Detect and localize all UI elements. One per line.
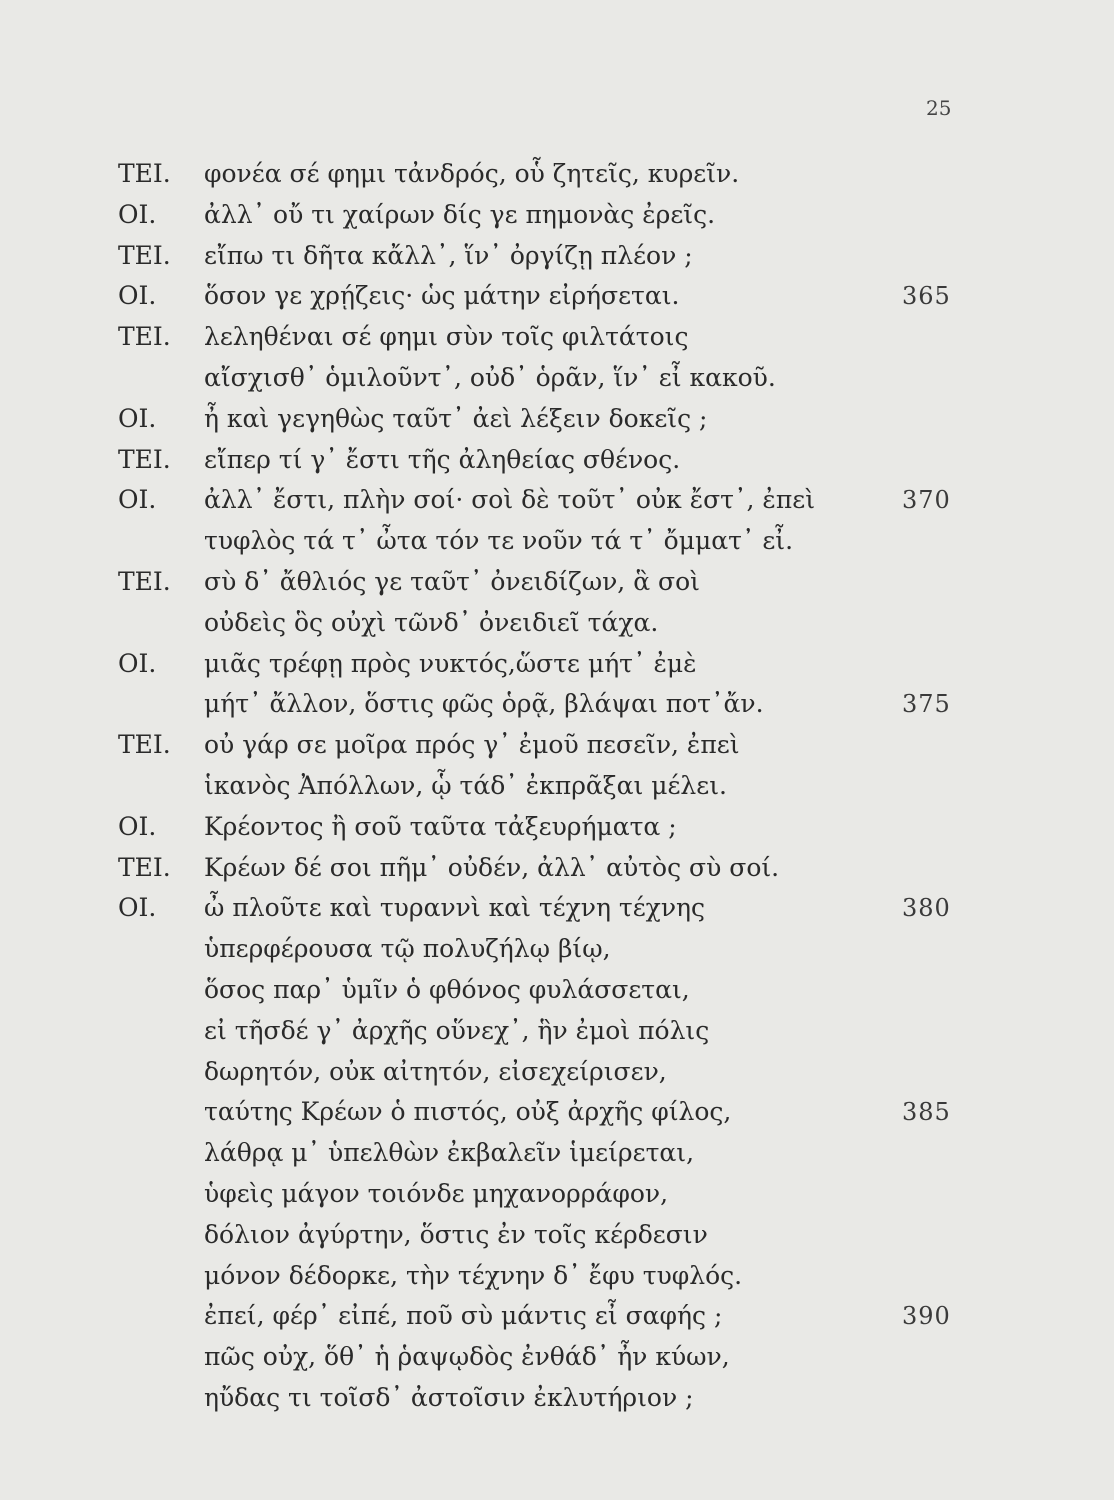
verse-text: μιᾶς τρέφῃ πρὸς νυκτός,ὥστε μήτ᾽ ἐμὲ: [204, 649, 697, 678]
verse-line: [0, 849, 1114, 887]
verse-line: [0, 563, 1114, 601]
verse-text: ταύτης Κρέων ὁ πιστός, οὐξ ἀρχῆς φίλος,: [204, 1097, 732, 1126]
verse-text: ὑπερφέρουσα τῷ πολυζήλῳ βίῳ,: [204, 934, 611, 963]
line-number: 370: [902, 486, 951, 514]
verse-line: [0, 930, 1114, 968]
verse-line: [0, 645, 1114, 683]
verse-text: ὅσος παρ᾽ ὑμῖν ὁ φθόνος φυλάσσεται,: [204, 975, 690, 1004]
verse-line: [0, 481, 1114, 519]
verse-line: [0, 1379, 1114, 1417]
verse-text: ὑφεὶς μάγον τοιόνδε μηχανορράφον,: [204, 1179, 669, 1208]
speaker-label: TEI.: [118, 853, 171, 882]
verse-text: φονέα σέ φημι τἀνδρός, οὗ ζητεῖς, κυρεῖν.: [204, 159, 740, 188]
speaker-label: TEI.: [118, 567, 171, 596]
verse-text: Κρέων δέ σοι πῆμ᾽ οὐδέν, ἀλλ᾽ αὐτὸς σὺ σοί.: [204, 853, 780, 882]
verse-line: [0, 767, 1114, 805]
verse-text: εἴπω τι δῆτα κἄλλ᾽, ἵν᾽ ὀργίζῃ πλέον ;: [204, 241, 693, 270]
verse-line: [0, 155, 1114, 193]
verse-line: [0, 400, 1114, 438]
speaker-label: TEI.: [118, 241, 171, 270]
verse-text: δωρητόν, οὐκ αἰτητόν, εἰσεχείρισεν,: [204, 1057, 667, 1086]
verse-line: [0, 889, 1114, 927]
verse-text: Κρέοντος ἢ σοῦ ταῦτα τἀξευρήματα ;: [204, 812, 677, 841]
verse-text: δόλιον ἀγύρτην, ὅστις ἐν τοῖς κέρδεσιν: [204, 1220, 708, 1249]
page-number: 25: [926, 96, 952, 120]
verse-line: [0, 1053, 1114, 1091]
verse-text: ὅσον γε χρῄζεις· ὡς μάτην εἰρήσεται.: [204, 281, 680, 310]
line-number: 375: [902, 690, 951, 718]
verse-text: οὐδεὶς ὃς οὐχὶ τῶνδ᾽ ὀνειδιεῖ τάχα.: [204, 608, 659, 637]
verse-line: [0, 522, 1114, 560]
verse-text: ἱκανὸς Ἀπόλλων, ᾧ τάδ᾽ ἐκπρᾶξαι μέλει.: [204, 771, 727, 800]
verse-line: [0, 237, 1114, 275]
speaker-label: TEI.: [118, 445, 171, 474]
verse-text: πῶς οὐχ, ὅθ᾽ ἡ ῥαψῳδὸς ἐνθάδ᾽ ἦν κύων,: [204, 1342, 730, 1371]
verse-line: [0, 1134, 1114, 1172]
verse-text: αἴσχισθ᾽ ὁμιλοῦντ᾽, οὐδ᾽ ὁρᾶν, ἵν᾽ εἶ κακοῦ.: [204, 363, 776, 392]
verse-line: [0, 604, 1114, 642]
line-number: 365: [902, 282, 951, 310]
speaker-label: OI.: [118, 281, 157, 310]
verse-text: μήτ᾽ ἄλλον, ὅστις φῶς ὁρᾷ, βλάψαι ποτ᾽ἄν.: [204, 689, 764, 718]
verse-text: ἐπεί, φέρ᾽ εἰπέ, ποῦ σὺ μάντις εἶ σαφής ;: [204, 1301, 723, 1330]
verse-line: [0, 196, 1114, 234]
verse-line: [0, 1297, 1114, 1335]
verse-text: λεληθέναι σέ φημι σὺν τοῖς φιλτάτοις: [204, 322, 689, 351]
verse-line: [0, 971, 1114, 1009]
verse-line: [0, 1093, 1114, 1131]
verse-line: [0, 1257, 1114, 1295]
verse-text: ὦ πλοῦτε καὶ τυραννὶ καὶ τέχνη τέχνης: [204, 893, 706, 922]
verse-text: εἴπερ τί γ᾽ ἔστι τῆς ἀληθείας σθένος.: [204, 445, 681, 474]
speaker-label: OI.: [118, 485, 157, 514]
verse-text: ἀλλ᾽ οὔ τι χαίρων δίς γε πημονὰς ἐρεῖς.: [204, 200, 716, 229]
speaker-label: TEI.: [118, 159, 171, 188]
speaker-label: OI.: [118, 812, 157, 841]
verse-line: [0, 1216, 1114, 1254]
speaker-label: TEI.: [118, 730, 171, 759]
verse-line: [0, 1175, 1114, 1213]
line-number: 390: [902, 1302, 951, 1330]
verse-text: εἰ τῆσδέ γ᾽ ἀρχῆς οὕνεχ᾽, ἣν ἐμοὶ πόλις: [204, 1016, 710, 1045]
verse-line: [0, 685, 1114, 723]
speaker-label: OI.: [118, 404, 157, 433]
verse-line: [0, 318, 1114, 356]
speaker-label: OI.: [118, 893, 157, 922]
speaker-label: OI.: [118, 649, 157, 678]
speaker-label: TEI.: [118, 322, 171, 351]
verse-text: σὺ δ᾽ ἄθλιός γε ταῦτ᾽ ὀνειδίζων, ἃ σοὶ: [204, 567, 700, 596]
verse-line: [0, 1338, 1114, 1376]
speaker-label: OI.: [118, 200, 157, 229]
line-number: 380: [902, 894, 951, 922]
line-number: 385: [902, 1098, 951, 1126]
verse-line: [0, 277, 1114, 315]
verse-line: [0, 808, 1114, 846]
verse-line: [0, 441, 1114, 479]
verse-text: ηὔδας τι τοῖσδ᾽ ἀστοῖσιν ἐκλυτήριον ;: [204, 1383, 694, 1412]
verse-line: [0, 359, 1114, 397]
verse-text: μόνον δέδορκε, τὴν τέχνην δ᾽ ἔφυ τυφλός.: [204, 1261, 743, 1290]
verse-text: λάθρᾳ μ᾽ ὑπελθὼν ἐκβαλεῖν ἱμείρεται,: [204, 1138, 695, 1167]
verse-line: [0, 726, 1114, 764]
verse-text: ἀλλ᾽ ἔστι, πλὴν σοί· σοὶ δὲ τοῦτ᾽ οὐκ ἔστ᾽, ἐπεὶ: [204, 485, 815, 514]
verse-text: τυφλὸς τά τ᾽ ὦτα τόν τε νοῦν τά τ᾽ ὄμματ᾽ εἶ.: [204, 526, 794, 555]
verse-text: ἦ καὶ γεγηθὼς ταῦτ᾽ ἀεὶ λέξειν δοκεῖς ;: [204, 404, 708, 433]
verse-text: οὐ γάρ σε μοῖρα πρός γ᾽ ἐμοῦ πεσεῖν, ἐπεὶ: [204, 730, 740, 759]
verse-line: [0, 1012, 1114, 1050]
